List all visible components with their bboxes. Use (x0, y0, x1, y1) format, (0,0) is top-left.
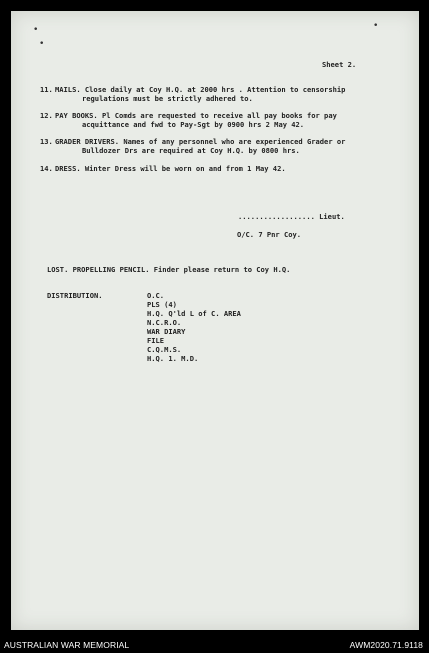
distribution-entry: O.C. (147, 291, 165, 300)
footer-accession-number: AWM2020.71.9118 (349, 640, 423, 650)
distribution-entry: C.Q.M.S. (147, 345, 182, 354)
distribution-label: DISTRIBUTION. (47, 291, 103, 300)
punch-hole-mark: • (39, 39, 45, 49)
distribution-entry: H.Q. 1. M.D. (147, 354, 199, 363)
item-text (55, 85, 400, 103)
lost-notice: LOST. PROPELLING PENCIL. Finder please return to Coy H.Q. (47, 265, 291, 274)
item-text (55, 137, 400, 155)
corner-mark: • (373, 21, 379, 31)
sheet-number: Sheet 2. (322, 60, 357, 69)
footer-institution: AUSTRALIAN WAR MEMORIAL (4, 640, 130, 650)
distribution-entry: H.Q. Q'ld L of C. AREA (147, 309, 241, 318)
item-line: PAY BOOKS. Pl Comds are requested to receive all pay books for pay (55, 111, 337, 120)
item-line: acquittance and fwd to Pay-Sgt by 0900 hrs 2 May 42. (82, 120, 305, 129)
item-number: 14. (40, 164, 53, 173)
distribution-entry: N.C.R.O. (147, 318, 182, 327)
item-number: 13. (40, 137, 53, 146)
item-number: 12. (40, 111, 53, 120)
distribution-list (147, 291, 241, 363)
item-line: DRESS. Winter Dress will be worn on and from 1 May 42. (55, 164, 286, 173)
item-line: GRADER DRIVERS. Names of any personnel who are experienced Grader or (55, 137, 346, 146)
punch-hole-mark: • (33, 25, 39, 35)
item-line: Bulldozer Drs are required at Coy H.Q. by 0800 hrs. (82, 146, 300, 155)
distribution-entry: FILE (147, 336, 165, 345)
item-text (55, 111, 400, 129)
item-line: regulations must be strictly adhered to. (82, 94, 253, 103)
item-text (55, 164, 400, 173)
item-number: 11. (40, 85, 53, 94)
item-line: MAILS. Close daily at Coy H.Q. at 2000 hrs . Attention to censorship (55, 85, 346, 94)
distribution-entry: WAR DIARY (147, 327, 186, 336)
signature-line: .................. Lieut. (238, 212, 345, 221)
distribution-entry: PLS (4) (147, 300, 177, 309)
signature-title: O/C. 7 Pnr Coy. (237, 230, 302, 239)
